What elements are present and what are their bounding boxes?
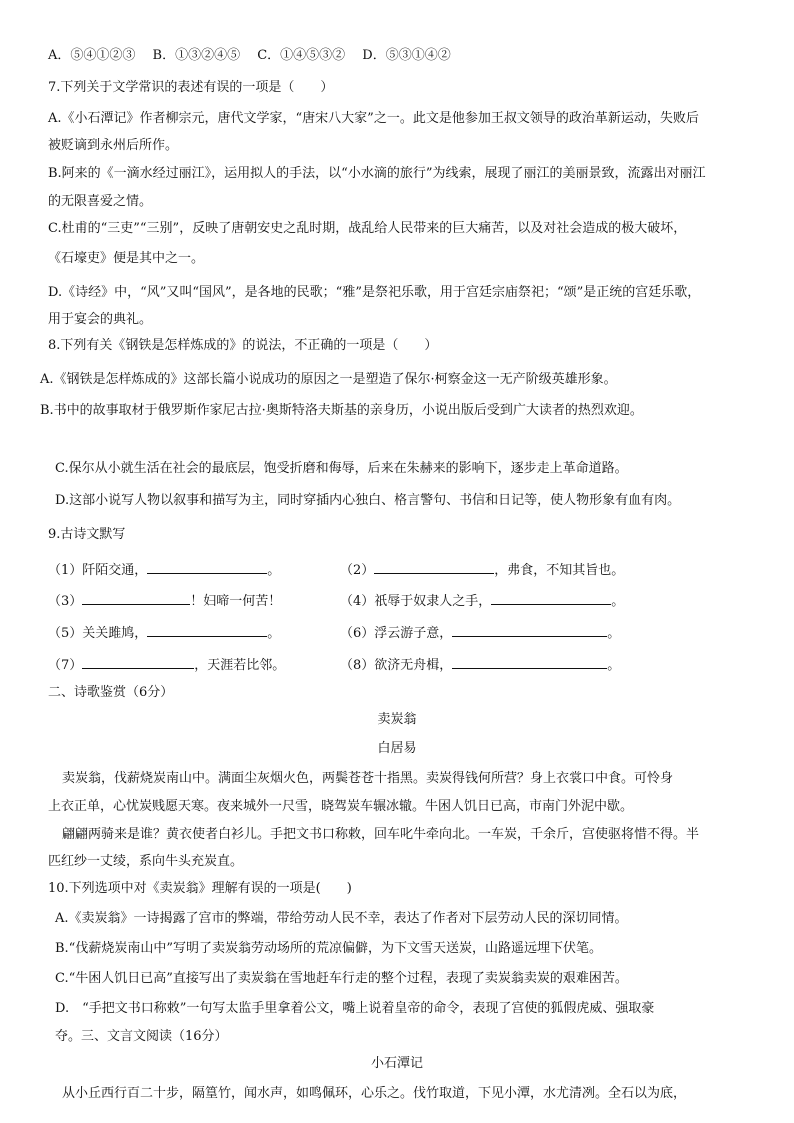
q10-option-a: A.《卖炭翁》一诗揭露了宫市的弊端，带给劳动人民不幸，表达了作者对下层劳动人民的深切同情。 [55,911,628,926]
q9-item-1 [48,560,280,580]
q7-option-d-line2: 用于宴会的典礼。 [48,312,153,327]
poem-paragraph-2-line2: 匹红纱一丈绫，系向牛头充炭直。 [48,854,244,869]
q9-item-2-suffix: ，弗食，不知其旨也。 [494,563,625,578]
q9-item-8 [340,655,620,675]
q9-item-1-prefix: （1）阡陌交通， [48,563,148,578]
poem-title: 卖炭翁 [377,712,417,727]
q9-item-2 [340,560,624,580]
q6-options: A．⑤④①②③ B．①③②④⑤ C．①④⑤③② D．⑤③①④② [48,48,451,63]
q7-stem: 7.下列关于文学常识的表述有误的一项是（ ） [48,80,334,95]
q9-item-6-prefix: （6）浮云游子意， [340,626,453,641]
answer-blank[interactable] [452,623,607,637]
q9-item-4-prefix: （4）祇辱于奴隶人之手， [340,594,492,609]
section-2-heading: 二、诗歌鉴赏（6分） [48,685,174,700]
q8-option-a: A.《钢铁是怎样炼成的》这部长篇小说成功的原因之一是塑造了保尔·柯察金这一无产阶级英雄形象。 [40,372,617,387]
answer-blank[interactable] [147,560,267,574]
q9-item-3-suffix: ！妇啼一何苦！ [190,594,282,609]
q7-option-a-line1: A.《小石潭记》作者柳宗元，唐代文学家，“唐宋八大家”之一。此文是他参加王叔文领导的政治革新运动，失败后 [48,111,699,126]
q9-item-5-prefix: （5）关关雎鸠， [48,626,148,641]
q10-option-d-line1: D. “手把文书口称敕”一句写太监手里拿着公文，嘴上说着皇帝的命令，表现了宫使的狐假虎威、强取豪 [55,1001,655,1016]
q7-option-a-line2: 被贬谪到永州后所作。 [48,138,179,153]
q7-option-c-line2: 《石壕吏》便是其中之一。 [48,251,205,266]
q8-option-d: D.这部小说写人物以叙事和描写为主，同时穿插内心独白、格言警句、书信和日记等，使人物形象有血有肉。 [55,493,681,508]
passage-paragraph-1: 从小丘西行百二十步，隔篁竹，闻水声，如鸣佩环，心乐之。伐竹取道，下见小潭，水尤清冽。全石以为底， [62,1086,687,1101]
poem-paragraph-1-line2: 上衣正单，心忧炭贱愿天寒。夜来城外一尺雪，晓驾炭车辗冰辙。牛困人饥日已高，市南门外泥中歇。 [48,799,634,814]
q9-item-3-prefix: （3） [48,594,83,609]
q10-option-b: B.“伐薪烧炭南山中”写明了卖炭翁劳动场所的荒凉偏僻，为下文雪天送炭，山路遥远埋下伏笔。 [55,941,602,956]
q7-option-b-line1: B.阿来的《一滴水经过丽江》，运用拟人的手法，以“小水滴的旅行”为线索，展现了丽江的美丽景致，流露出对丽江 [48,166,706,181]
answer-blank[interactable] [374,560,494,574]
answer-blank[interactable] [82,655,194,669]
q9-item-7-prefix: （7） [48,658,83,673]
q9-item-3 [48,591,281,611]
q9-item-1-suffix: 。 [267,563,281,578]
q10-option-c: C.“牛困人饥日已高”直接写出了卖炭翁在雪地赶车行走的整个过程，表现了卖炭翁卖炭的艰难困苦。 [55,971,628,986]
q7-option-d-line1: D.《诗经》中，“风”又叫“国风”，是各地的民歌；“雅”是祭祀乐歌，用于宫廷宗庙祭祀；“颂”是正统的宫廷乐歌， [48,285,701,300]
answer-blank[interactable] [452,655,607,669]
q8-option-c: C.保尔从小就生活在社会的最底层，饱受折磨和侮辱，后来在朱赫来的影响下，逐步走上革命道路。 [55,461,628,476]
q9-item-6 [340,623,620,643]
poem-author: 白居易 [377,741,417,756]
passage-title: 小石潭记 [370,1056,423,1071]
answer-blank[interactable] [82,591,190,605]
q9-item-8-suffix: 。 [607,658,621,673]
q8-stem: 8.下列有关《钢铁是怎样炼成的》的说法，不正确的一项是（ ） [48,338,438,353]
q9-item-4-suffix: 。 [611,594,625,609]
q9-item-5 [48,623,280,643]
q9-item-7 [48,655,285,675]
q8-option-b: B.书中的故事取材于俄罗斯作家尼古拉·奥斯特洛夫斯基的亲身历，小说出版后受到广大读者的热烈欢迎。 [40,403,643,418]
poem-paragraph-1-line1: 卖炭翁，伐薪烧炭南山中。满面尘灰烟火色，两鬓苍苍十指黑。卖炭得钱何所营？身上衣裳口中食。可怜身 [62,771,674,786]
q10-stem: 10.下列选项中对《卖炭翁》理解有误的一项是( ) [48,881,352,896]
answer-blank[interactable] [491,591,611,605]
q9-item-5-suffix: 。 [267,626,281,641]
q7-option-b-line2: 的无限喜爱之情。 [48,194,153,209]
q7-option-c-line1: C.杜甫的“三吏”“三别”，反映了唐朝安史之乱时期，战乱给人民带来的巨大痛苦，以及对社会造成的极大破坏， [48,221,687,236]
q9-stem: 9.古诗文默写 [48,527,126,542]
poem-paragraph-2-line1: 翩翩两骑来是谁？黄衣使者白衫儿。手把文书口称敕，回车叱牛牵向北。一车炭，千余斤，宫使驱将惜不得。半 [62,827,700,842]
answer-blank[interactable] [147,623,267,637]
q9-item-4 [340,591,624,611]
q9-item-6-suffix: 。 [607,626,621,641]
q9-item-2-prefix: （2） [340,563,375,578]
q9-item-8-prefix: （8）欲济无舟楫， [340,658,453,673]
q9-item-7-suffix: ，天涯若比邻。 [194,658,286,673]
q10-option-d-line2: 夺。三、文言文阅读（16分） [55,1029,228,1044]
